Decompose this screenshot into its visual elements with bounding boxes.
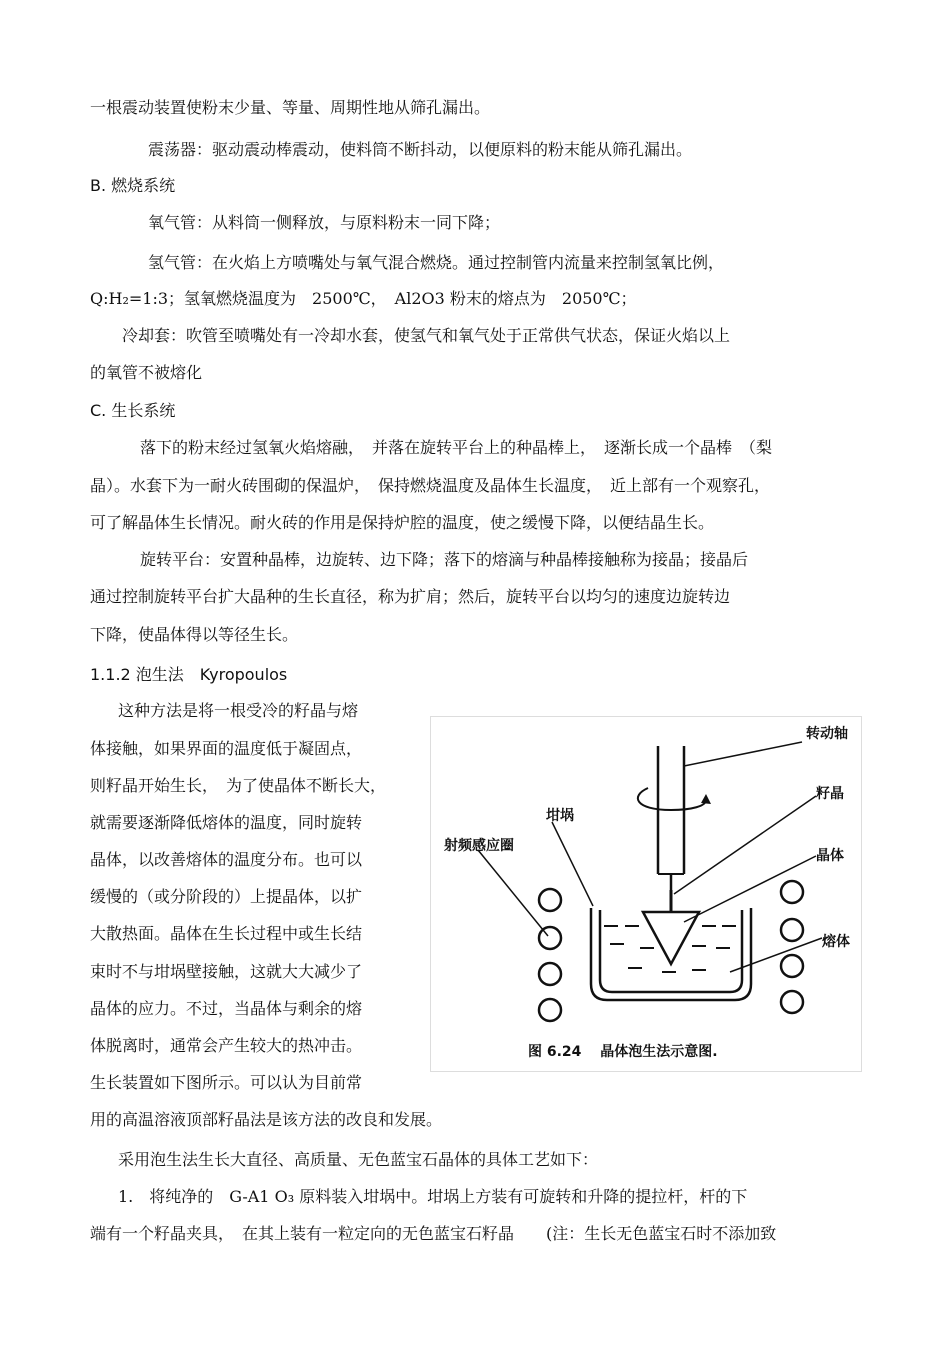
text-line: 体接触，如果界面的温度低于凝固点， bbox=[90, 739, 363, 758]
text-line: Q:H₂=1:3；氢氧燃烧温度为 2500℃， Al2O3 粉末的熔点为 2050℃； bbox=[90, 289, 637, 308]
text-line: 就需要逐渐降低熔体的温度，同时旋转 bbox=[90, 813, 363, 832]
figure-caption: 图 6.24 晶体泡生法示意图. bbox=[528, 1044, 718, 1060]
text-line: 生长装置如下图所示。可以认为目前常 bbox=[90, 1073, 363, 1092]
text-line: 震荡器：驱动震动棒震动，使料筒不断抖动，以便原料的粉末能从筛孔漏出。 bbox=[148, 140, 693, 159]
text-line: 通过控制旋转平台扩大晶种的生长直径，称为扩肩；然后，旋转平台以均匀的速度边旋转边 bbox=[90, 587, 731, 606]
text-line: 氧气管：从料筒一侧释放，与原料粉末一同下降； bbox=[148, 213, 501, 232]
subsection-heading: 1.1.2 泡生法 Kyropoulos bbox=[90, 665, 288, 684]
text-line: 则籽晶开始生长， 为了使晶体不断长大， bbox=[90, 776, 387, 795]
text-line: 大散热面。晶体在生长过程中或生长结 bbox=[90, 924, 363, 943]
text-line: 落下的粉末经过氢氧火焰熔融， 并落在旋转平台上的种晶棒上， 逐渐长成一个晶棒 （梨 bbox=[140, 438, 773, 457]
text-line: 旋转平台：安置种晶棒，边旋转、边下降；落下的熔滴与种晶棒接触称为接晶；接晶后 bbox=[140, 550, 749, 569]
label-coil: 射频感应圈 bbox=[444, 838, 514, 854]
label-crucible: 坩埚 bbox=[546, 808, 574, 824]
text-line: 下降，使晶体得以等径生长。 bbox=[90, 625, 299, 644]
label-shaft: 转动轴 bbox=[806, 726, 848, 742]
text-line: 氢气管：在火焰上方喷嘴处与氧气混合燃烧。通过控制管内流量来控制氢氧比例， bbox=[148, 253, 725, 272]
text-line: 一根震动装置使粉末少量、等量、周期性地从筛孔漏出。 bbox=[90, 98, 491, 117]
text-line: 采用泡生法生长大直径、高质量、无色蓝宝石晶体的具体工艺如下： bbox=[118, 1150, 599, 1169]
label-seed: 籽晶 bbox=[816, 786, 844, 802]
text-line: 晶体的应力。不过，当晶体与剩余的熔 bbox=[90, 999, 363, 1018]
text-line: 用的高温溶液顶部籽晶法是该方法的改良和发展。 bbox=[90, 1110, 443, 1129]
section-heading: B. 燃烧系统 bbox=[90, 176, 176, 195]
figure-frame bbox=[431, 717, 862, 1072]
text-line: 这种方法是将一根受冷的籽晶与熔 bbox=[118, 701, 359, 720]
label-crystal: 晶体 bbox=[816, 848, 844, 864]
section-heading: C. 生长系统 bbox=[90, 401, 176, 420]
text-line: 缓慢的（或分阶段的）上提晶体，以扩 bbox=[90, 887, 363, 906]
kyropoulos-diagram bbox=[430, 716, 862, 1072]
text-line: 1. 将纯净的 G-A1 O₃ 原料装入坩埚中。坩埚上方装有可旋转和升降的提拉杆，杆的下 bbox=[118, 1187, 748, 1206]
text-line: 束时不与坩埚壁接触，这就大大减少了 bbox=[90, 962, 363, 981]
text-line: 体脱离时，通常会产生较大的热冲击。 bbox=[90, 1036, 363, 1055]
text-line: 晶）。水套下为一耐火砖围砌的保温炉， 保持燃烧温度及晶体生长温度， 近上部有一个观察孔， bbox=[90, 476, 771, 495]
text-line: 晶体，以改善熔体的温度分布。也可以 bbox=[90, 850, 363, 869]
text-line: 端有一个籽晶夹具， 在其上装有一粒定向的无色蓝宝石籽晶 (注：生长无色蓝宝石时不添加致 bbox=[90, 1224, 777, 1243]
label-melt: 熔体 bbox=[822, 934, 850, 950]
text-line: 可了解晶体生长情况。耐火砖的作用是保持炉腔的温度，使之缓慢下降，以便结晶生长。 bbox=[90, 513, 715, 532]
text-line: 的氧管不被熔化 bbox=[90, 363, 203, 382]
text-line: 冷却套：吹管至喷嘴处有一冷却水套，使氢气和氧气处于正常供气状态，保证火焰以上 bbox=[122, 326, 731, 345]
